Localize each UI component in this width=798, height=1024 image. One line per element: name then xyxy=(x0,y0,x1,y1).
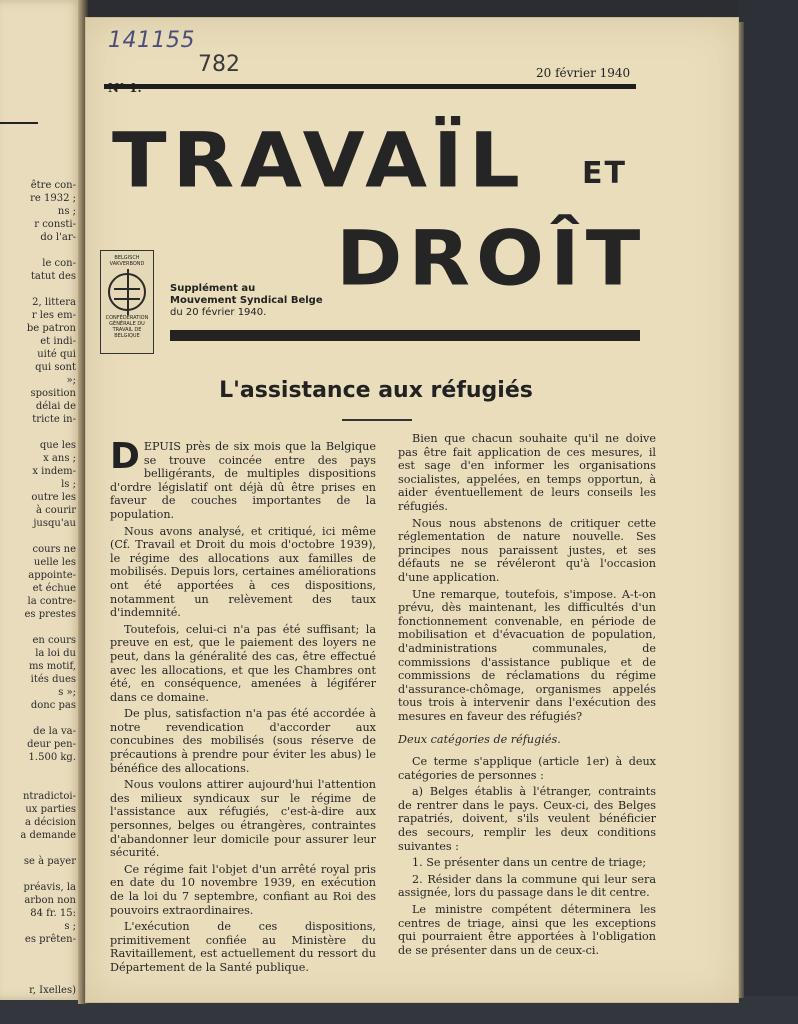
previous-page-line: tatut des xyxy=(30,271,76,282)
previous-page-line: jusqu'au xyxy=(33,518,76,529)
previous-page xyxy=(0,0,82,1000)
handwritten-archive-number-2: 782 xyxy=(198,52,240,77)
list-item: 1. Se présenter dans un centre de triage; xyxy=(412,856,647,870)
previous-page-line: sposition xyxy=(30,388,76,399)
previous-page-line: 2, littera xyxy=(32,297,76,308)
previous-page-line: à courir xyxy=(36,505,76,516)
masthead-rule xyxy=(170,330,640,341)
previous-page-line: »; xyxy=(66,375,76,386)
previous-page-line: préavis, la xyxy=(23,882,76,893)
paragraph: De plus, satisfaction n'a pas été accordée à notre revendication d'accorder aux concubines des mobilisés (sous réserve de précautions à prendre pour éviter les abus) le bénéfice des allocations. xyxy=(110,707,376,775)
previous-page-line: x ans ; xyxy=(43,453,76,464)
paragraph: a) Belges établis à l'étranger, contraints de rentrer dans le pays. Ceux-ci, des Belges rapatriés, doivent, s'ils veulent bénéficier des secours, remplir les deux conditions suivantes : xyxy=(398,785,656,853)
article-column-left xyxy=(110,436,376,978)
masthead-et: ET xyxy=(582,156,627,191)
previous-page-line: deur pen- xyxy=(27,739,76,750)
previous-page-line: s »; xyxy=(58,687,76,698)
paragraph: Bien que chacun souhaite qu'il ne doive pas être fait application de ces mesures, il est sage d'en informer les organisations socialistes, appelées, en temps opportun, à aider éventuellement de leurs conseils les réfugiés. xyxy=(398,432,656,513)
previous-page-line: donc pas xyxy=(30,700,76,711)
supplement-line-3: du 20 février 1940. xyxy=(170,307,267,318)
logo-top-text: BELGISCH VAKVERBOND xyxy=(109,255,145,267)
masthead-travail: TRAVAÏL xyxy=(112,116,526,205)
masthead-droit: DROÎT xyxy=(336,214,647,303)
logo-bottom-text: CONFÉDÉRATION GÉNÉRALE DU TRAVAIL DE BELGIQUE xyxy=(105,315,149,339)
previous-page-line: être con- xyxy=(30,180,76,191)
paragraph: EPUIS près de six mois que la Belgique se trouve coincée entre des pays belligérants, de multiples dispositions d'ordre législatif ont déjà dû être prises en faveur de couches importantes de la population. xyxy=(110,440,376,521)
previous-page-line: le con- xyxy=(42,258,76,269)
previous-page-line: r consti- xyxy=(34,219,76,230)
previous-page-line: outre les xyxy=(31,492,76,503)
issue-date: 20 février 1940 xyxy=(536,66,631,80)
paragraph: Une remarque, toutefois, s'impose. A-t-on prévu, dès maintenant, les difficultés d'un fonctionnement convenable, en période de mobilisation et d'évacuation de population, d'administrations communales, de commissions d'assistance publique et de commissions de réclamations du régime d'assurance-chômage, organismes appelés tous trois à intervenir dans l'exécution des mesures en faveur des réfugiés? xyxy=(398,587,656,723)
paragraph: Ce régime fait l'objet d'un arrêté royal pris en date du 10 novembre 1939, en exécution de la loi du 7 septembre, confiant au Roi des pouvoirs extraordinaires. xyxy=(110,862,376,917)
previous-page-line: uité qui xyxy=(37,349,76,360)
previous-page-line: re 1932 ; xyxy=(30,193,76,204)
previous-page-line: la contre- xyxy=(27,596,76,607)
drop-cap: D xyxy=(110,436,140,477)
paragraph: Nous nous abstenons de critiquer cette réglementation de nature nouvelle. Ses principes nous paraissent justes, et ses défauts ne se révéleront qu'à l'occasion d'une application. xyxy=(398,516,656,584)
paragraph: Le ministre compétent déterminera les centres de triage, ainsi que les exceptions qui pourraient être apportées à l'obligation de se présenter dans un de ceux-ci. xyxy=(398,903,656,957)
paragraph: L'exécution de ces dispositions, primitivement confiée au Ministère du Ravitaillement, est actuellement du ressort du Département de la Santé publique. xyxy=(110,920,376,974)
previous-page-line: ms motif, xyxy=(28,661,76,672)
previous-page-line: ux parties xyxy=(25,804,76,815)
previous-page-line: a demande xyxy=(20,830,76,841)
previous-page-line: ntradictoi- xyxy=(22,791,76,802)
previous-page-line: do l'ar- xyxy=(40,232,76,243)
title-underline xyxy=(342,419,412,421)
previous-page-line: cours ne xyxy=(32,544,76,555)
previous-page-line: tricte in- xyxy=(32,414,76,425)
previous-page-line: r, Ixelles) xyxy=(29,985,76,996)
handwritten-archive-number: 141155 xyxy=(108,28,195,53)
previous-page-line: 84 fr. 15: xyxy=(30,908,76,919)
previous-page-line: appointe- xyxy=(28,570,76,581)
previous-page-line: a décision xyxy=(24,817,76,828)
supplement-line-1: Supplément au xyxy=(170,283,256,294)
previous-page-line: es prêten- xyxy=(24,934,76,945)
article-title: L'assistance aux réfugiés xyxy=(219,378,533,403)
top-rule xyxy=(104,84,636,89)
previous-page-line: qui sont xyxy=(35,362,76,373)
previous-page-line: que les xyxy=(39,440,76,451)
previous-page-line: be patron xyxy=(26,323,76,334)
previous-page-line: en cours xyxy=(32,635,76,646)
previous-page-rule xyxy=(0,122,38,124)
supplement-note xyxy=(170,283,323,319)
previous-page-line: et indi- xyxy=(40,336,76,347)
background-dark xyxy=(738,0,798,1024)
newspaper-page xyxy=(86,18,738,1002)
previous-page-line: ités dues xyxy=(30,674,76,685)
previous-page-line: arbon non xyxy=(24,895,76,906)
section-subheading: Deux catégories de réfugiés. xyxy=(398,733,561,747)
paragraph: Nous avons analysé, et critiqué, ici même (Cf. Travail et Droit du mois d'octobre 1939), le régime des allocations aux familles de mobilisés. Depuis lors, certaines améliorations ont été apportées à ces dispositions, notamment un relèvement des taux d'indemnité. xyxy=(110,524,376,620)
paragraph: Nous voulons attirer aujourd'hui l'attention des milieux syndicaux sur le régime de l'assistance aux réfugiés, c'est-à-dire aux personnes, belges ou étrangères, contraintes d'abandonner leur domicile pour assurer leur sécurité. xyxy=(110,778,376,860)
previous-page-line: r les em- xyxy=(31,310,76,321)
previous-page-line: 1.500 kg. xyxy=(28,752,76,763)
previous-page-line: uelle les xyxy=(33,557,76,568)
union-logo xyxy=(100,250,154,354)
previous-page-line: x indem- xyxy=(32,466,76,477)
globe-icon xyxy=(108,273,146,311)
list-item: 2. Résider dans la commune qui leur sera assignée, lors du passage dans le dit centre. xyxy=(398,872,656,900)
previous-page-line: délai de xyxy=(35,401,76,412)
previous-page-line: ns ; xyxy=(57,206,76,217)
previous-page-line: et échue xyxy=(32,583,76,594)
article-column-right xyxy=(398,432,656,960)
paragraph: Toutefois, celui-ci n'a pas été suffisant; la preuve en est, que le paiement des loyers ne peut, dans la généralité des cas, être effectué avec les allocations, et que les Chambres ont été, en conséquence, amenées à légiférer dans ce domaine. xyxy=(110,622,376,704)
paragraph: Ce terme s'applique (article 1er) à deux catégories de personnes : xyxy=(398,755,656,782)
previous-page-line: de la va- xyxy=(33,726,76,737)
previous-page-line: ls ; xyxy=(61,479,76,490)
supplement-line-2: Mouvement Syndical Belge xyxy=(170,295,323,306)
previous-page-line: s ; xyxy=(64,921,76,932)
previous-page-line: la loi du xyxy=(35,648,76,659)
previous-page-line: se à payer xyxy=(23,856,76,867)
previous-page-line: es prestes xyxy=(24,609,76,620)
